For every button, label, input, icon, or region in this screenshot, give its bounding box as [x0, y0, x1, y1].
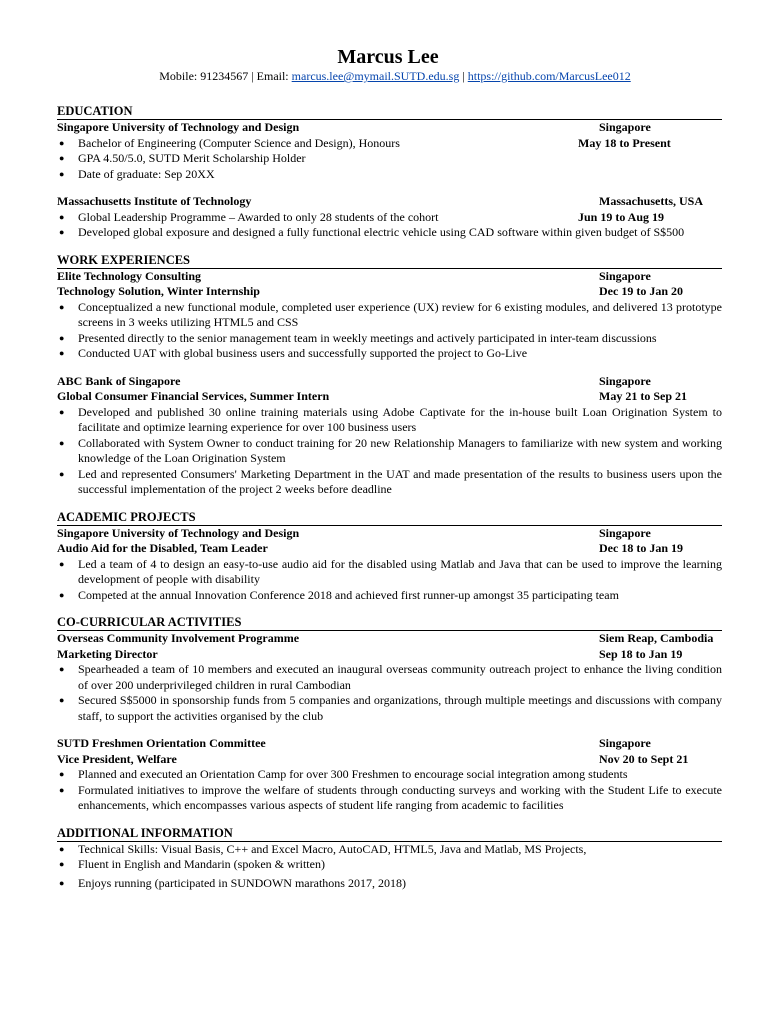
- bullet-item: ● Developed global exposure and designed a fully functional electric vehicle using CAD software within given budget of S$500: [59, 225, 685, 239]
- bullet-item: ● Formulated initiatives to improve the welfare of students through conducting surveys and working with the Student Life to execute enhancements, which encompasses various aspects of student life ranging from academic to facilities: [59, 782, 722, 812]
- bullet-item: ● Developed and published 30 online training materials using Adobe Captivate for the in-house built Loan Origination System to facilitate and optimize learning experience for over 100 business users: [59, 404, 722, 434]
- bullet-icon: ●: [59, 843, 65, 854]
- entry-location: Singapore: [599, 525, 651, 540]
- work-entry: [57, 269, 722, 362]
- bullet-icon: ●: [59, 877, 65, 888]
- entry-role: Audio Aid for the Disabled, Team Leader: [57, 541, 268, 555]
- entry-location: Singapore: [599, 120, 651, 134]
- entry-org: Elite Technology Consulting: [57, 268, 202, 283]
- email-link[interactable]: marcus.lee@mymail.SUTD.edu.sg: [291, 69, 460, 83]
- contact-line: [0, 69, 768, 84]
- entry-role: Vice President, Welfare: [57, 751, 177, 766]
- work-entry: [57, 374, 722, 498]
- entry-org: Singapore University of Technology and Design: [57, 525, 300, 540]
- bullet-icon: ●: [59, 348, 65, 358]
- section-heading-cca: CO-CURRICULAR ACTIVITIES: [57, 615, 722, 631]
- bullet-item: ● Presented directly to the senior management team in weekly meetings and actively participated in inter-team discussions: [59, 330, 657, 345]
- bullet-icon: ●: [59, 168, 65, 179]
- bullet-item: ● Date of graduate: Sep 20XX: [59, 166, 215, 181]
- bullet-icon: ●: [59, 784, 65, 795]
- bullet-item: ● Led and represented Consumers' Marketing Department in the UAT and made presentation of the results to business users upon the successful implementation of the project 2 weeks before deadline: [59, 466, 722, 496]
- entry-date: Dec 19 to Jan 20: [599, 284, 683, 298]
- bullet-item: ● Spearheaded a team of 10 members and executed an inaugural overseas community outreach project to enhance the living condition of over 200 underprivileged children in rural Cambodian: [59, 662, 722, 692]
- section-heading-work: WORK EXPERIENCES: [57, 253, 722, 269]
- entry-bullets: [57, 136, 722, 183]
- entry-org: Overseas Community Involvement Programme: [57, 631, 300, 645]
- entry-bullets: [57, 210, 722, 241]
- entry-bullets: [57, 767, 722, 814]
- bullet-icon: ●: [59, 153, 65, 163]
- entry-bullets: [57, 662, 722, 724]
- bullet-item: ● Bachelor of Engineering (Computer Science and Design), Honours May 18 to Present: [59, 135, 671, 150]
- contact-prefix: Mobile: 91234567 | Email:: [159, 69, 292, 83]
- cca-entry: [57, 736, 722, 814]
- bullet-item: ● Conducted UAT with global business users and successfully supported the project to Go-Live: [59, 346, 528, 360]
- bullet-item: ● Planned and executed an Orientation Camp for over 300 Freshmen to encourage social integration among students: [59, 767, 628, 781]
- entry-date: Jun 19 to Aug 19: [578, 209, 665, 224]
- bullet-icon: ●: [59, 137, 65, 148]
- bullet-item: ● GPA 4.50/5.0, SUTD Merit Scholarship Holder: [59, 151, 306, 165]
- entry-bullets: [57, 557, 722, 604]
- bullet-item: ● Enjoys running (participated in SUNDOWN marathons 2017, 2018): [59, 875, 406, 890]
- bullet-icon: ●: [59, 211, 65, 222]
- entry-date: Sep 18 to Jan 19: [599, 646, 683, 661]
- bullet-item: ● Technical Skills: Visual Basis, C++ and Excel Macro, AutoCAD, HTML5, Java and Matlab, MS Projects,: [59, 841, 587, 856]
- bullet-icon: ●: [59, 437, 65, 448]
- entry-role: Technology Solution, Winter Internship: [57, 284, 260, 298]
- contact-separator: |: [459, 69, 468, 83]
- entry-org: ABC Bank of Singapore: [57, 373, 181, 388]
- candidate-name: Marcus Lee: [337, 46, 439, 68]
- resume-body: [57, 104, 722, 891]
- entry-location: Siem Reap, Cambodia: [599, 631, 714, 645]
- bullet-item: ● Collaborated with System Owner to conduct training for 20 new Relationship Managers to familiarize with new system and working knowledge of the Loan Origination System: [59, 435, 722, 465]
- bullet-icon: ●: [59, 558, 65, 569]
- section-heading-projects: ACADEMIC PROJECTS: [57, 510, 722, 526]
- entry-location: Singapore: [599, 373, 651, 388]
- entry-org: Massachusetts Institute of Technology: [57, 194, 252, 208]
- entry-role: Global Consumer Financial Services, Summer Intern: [57, 389, 330, 403]
- bullet-icon: ●: [59, 406, 65, 417]
- bullet-item: ● Global Leadership Programme – Awarded to only 28 students of the cohort Jun 19 to Aug 19: [59, 209, 665, 224]
- entry-location: Massachusetts, USA: [599, 194, 704, 208]
- entry-date: Dec 18 to Jan 19: [599, 541, 683, 555]
- entry-org: SUTD Freshmen Orientation Committee: [57, 736, 266, 750]
- github-link[interactable]: https://github.com/MarcusLee012: [467, 69, 631, 83]
- bullet-icon: ●: [59, 769, 65, 779]
- bullet-item: ● Secured S$5000 in sponsorship funds from 5 companies and organizations, through multiple meetings and discussions with company staff, to support the activities organised by the club: [59, 693, 722, 723]
- bullet-icon: ●: [59, 468, 65, 479]
- entry-org: Singapore University of Technology and Design: [57, 120, 300, 134]
- bullet-icon: ●: [59, 664, 65, 674]
- education-entry: [57, 194, 722, 241]
- cca-entry: [57, 631, 722, 724]
- bullet-item: ● Led a team of 4 to design an easy-to-use audio aid for the disabled using Matlab and Java that can be used to improve the learning development of people with disability: [59, 556, 722, 586]
- bullet-icon: ●: [59, 589, 65, 600]
- additional-bullets: [57, 842, 722, 892]
- education-entry: [57, 120, 722, 182]
- bullet-icon: ●: [59, 695, 65, 705]
- bullet-icon: ●: [59, 332, 65, 343]
- entry-date: Nov 20 to Sept 21: [599, 751, 689, 766]
- bullet-icon: ●: [59, 227, 65, 237]
- entry-bullets: [57, 405, 722, 498]
- bullet-icon: ●: [59, 859, 65, 869]
- bullet-item: ● Fluent in English and Mandarin (spoken & written): [59, 857, 325, 871]
- section-heading-education: EDUCATION: [57, 104, 722, 120]
- section-heading-additional: ADDITIONAL INFORMATION: [57, 826, 722, 842]
- entry-location: Singapore: [599, 268, 651, 283]
- entry-date: May 21 to Sep 21: [599, 389, 687, 403]
- entry-location: Singapore: [599, 736, 651, 750]
- project-entry: [57, 526, 722, 604]
- bullet-item: ● Competed at the annual Innovation Conference 2018 and achieved first runner-up amongst 35 participating team: [59, 587, 619, 602]
- bullet-icon: ●: [59, 301, 65, 312]
- entry-role: Marketing Director: [57, 646, 158, 661]
- entry-bullets: [57, 300, 722, 362]
- entry-date: May 18 to Present: [578, 135, 671, 150]
- bullet-item: ● Conceptualized a new functional module, completed user experience (UX) review for 6 existing modules, and delivered 13 prototype screens in 3 weeks utilizing HTML5 and CSS: [59, 299, 722, 329]
